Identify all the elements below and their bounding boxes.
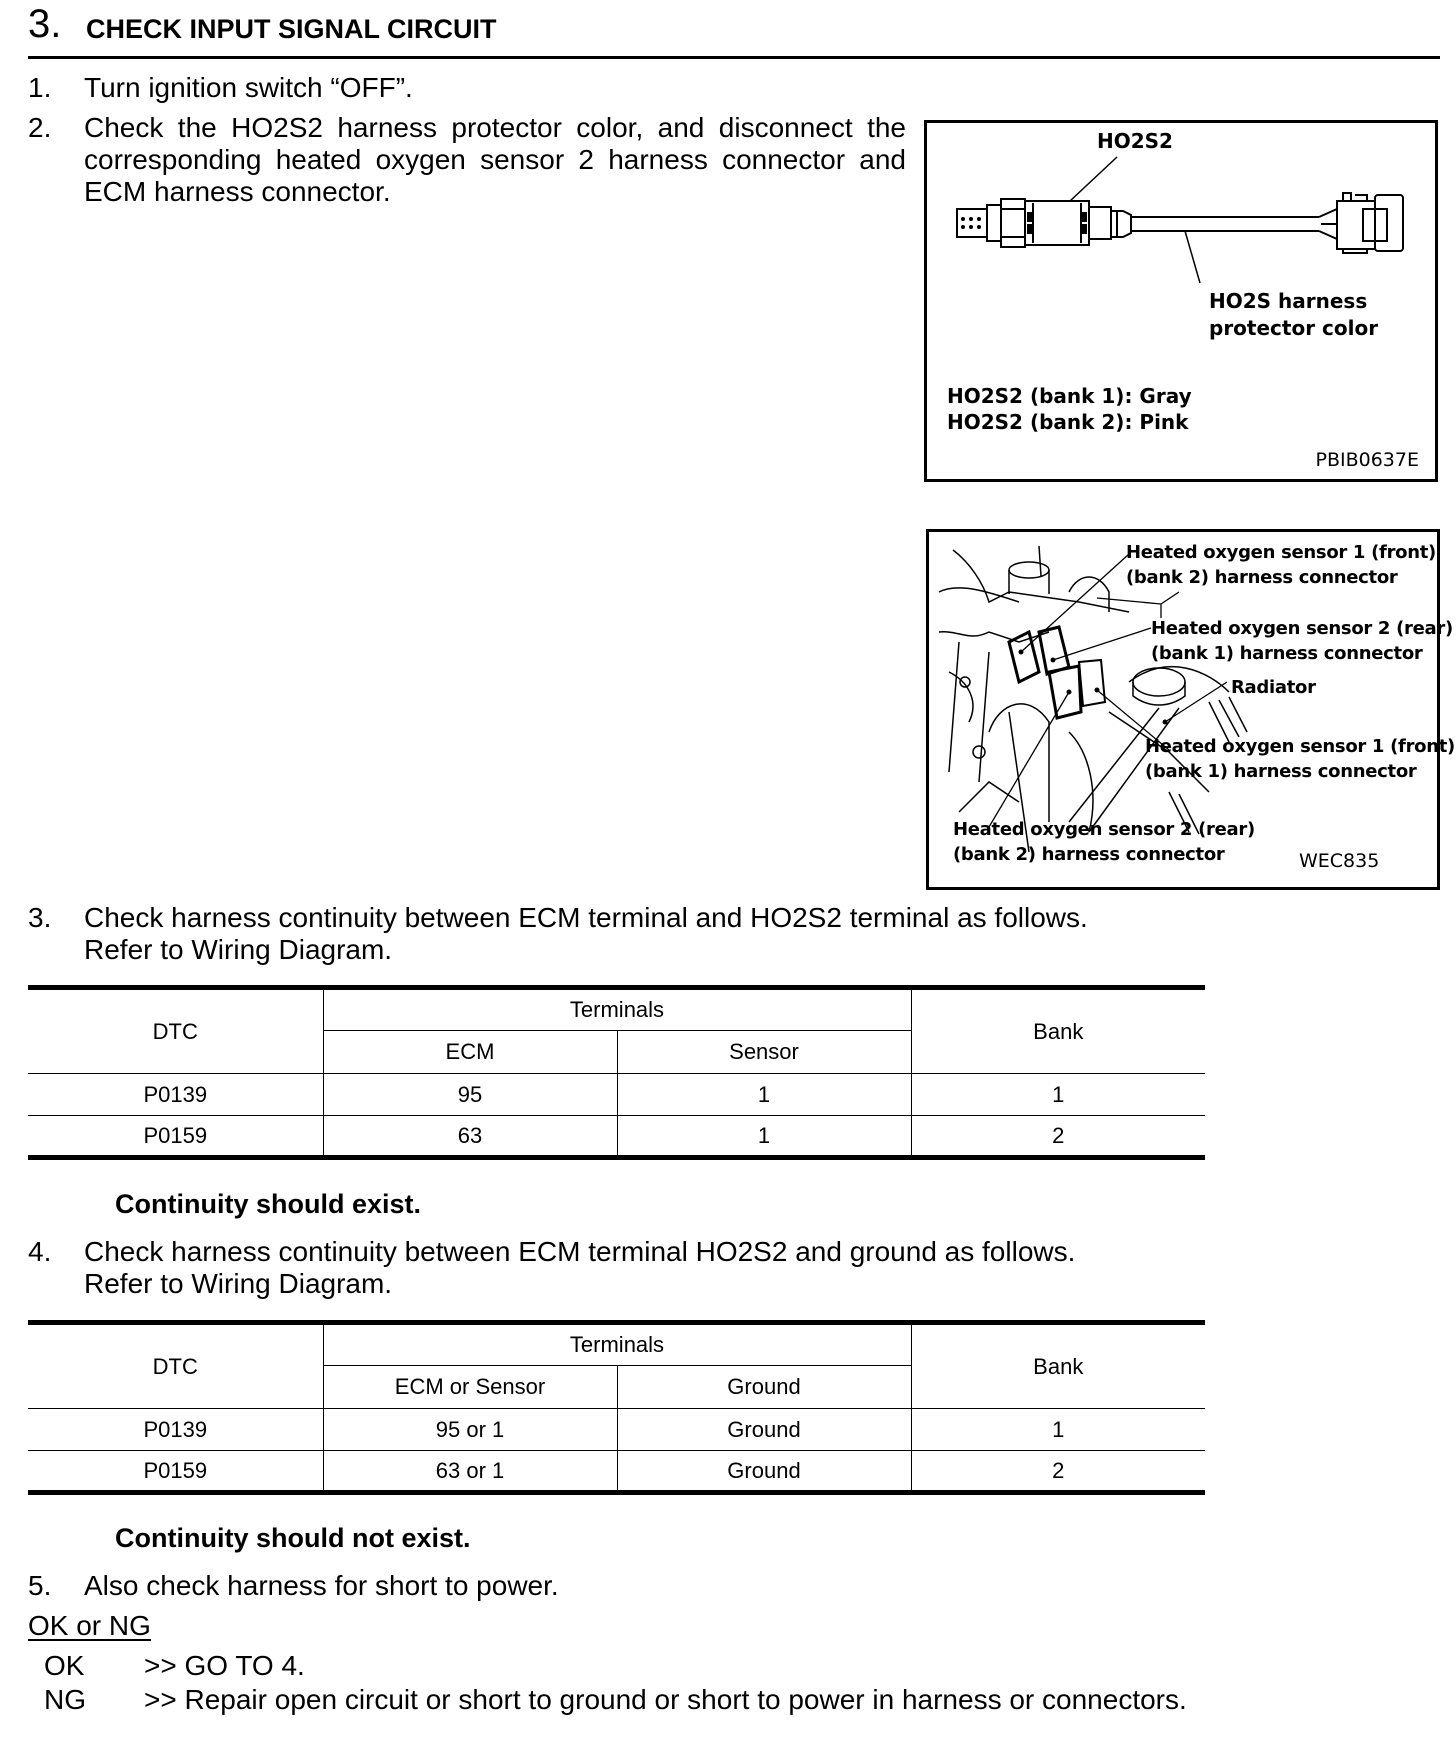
cell-dtc: P0139 bbox=[28, 1074, 323, 1116]
ok-or-ng-heading: OK or NG bbox=[28, 1610, 151, 1641]
cell-sensor: 1 bbox=[617, 1116, 911, 1158]
step-2-line-1: Check the HO2S2 harness protector color, and disconnect the bbox=[84, 112, 906, 143]
sensor-tip bbox=[957, 209, 987, 237]
step-2-number: 2. bbox=[28, 112, 52, 143]
ok-label: OK bbox=[44, 1650, 85, 1681]
cell-bank: 1 bbox=[911, 1409, 1205, 1451]
cell-ecm-or-sensor: 63 or 1 bbox=[323, 1451, 617, 1493]
cell-dtc: P0159 bbox=[28, 1451, 323, 1493]
cell-ecm: 63 bbox=[323, 1116, 617, 1158]
cell-sensor: 1 bbox=[617, 1074, 911, 1116]
cell-dtc: P0159 bbox=[28, 1116, 323, 1158]
table-row bbox=[28, 1409, 1205, 1451]
sensor-label: HO2S2 bbox=[1097, 129, 1173, 153]
step-4-line-2: Refer to Wiring Diagram. bbox=[84, 1268, 393, 1299]
step-1-number: 1. bbox=[28, 72, 52, 103]
figure-2-code: WEC835 bbox=[1299, 850, 1380, 872]
figure-connector-locations bbox=[926, 529, 1455, 890]
bank-1-color: HO2S2 (bank 1): Gray bbox=[947, 384, 1192, 408]
label-hos2-bank1-line-1: Heated oxygen sensor 2 (rear) bbox=[1151, 618, 1453, 639]
procedure-title: CHECK INPUT SIGNAL CIRCUIT bbox=[86, 14, 497, 44]
cell-ground: Ground bbox=[617, 1451, 911, 1493]
step-1-text: Turn ignition switch “OFF”. bbox=[84, 72, 413, 103]
header-ground: Ground bbox=[617, 1366, 911, 1409]
leader-hos1-bank2 bbox=[1021, 554, 1129, 652]
cell-bank: 2 bbox=[911, 1451, 1205, 1493]
continuity-note-1: Continuity should exist. bbox=[115, 1189, 422, 1219]
step-4-number: 4. bbox=[28, 1236, 52, 1267]
table-row bbox=[28, 1116, 1205, 1158]
continuity-table-ground bbox=[28, 1320, 1205, 1495]
leader-hos2-bank1 bbox=[1053, 628, 1151, 660]
bank-2-color: HO2S2 (bank 2): Pink bbox=[947, 410, 1189, 434]
cell-ecm-or-sensor: 95 or 1 bbox=[323, 1409, 617, 1451]
header-dtc: DTC bbox=[28, 988, 323, 1074]
protector-color-label-line-1: HO2S harness bbox=[1209, 289, 1368, 313]
continuity-table-ecm-sensor bbox=[28, 985, 1205, 1160]
step-4-line-1: Check harness continuity between ECM terminal HO2S2 and ground as follows. bbox=[84, 1236, 1076, 1267]
step-3-line-2: Refer to Wiring Diagram. bbox=[84, 934, 393, 965]
figure-ho2s2-sensor bbox=[924, 120, 1438, 482]
cell-dtc: P0139 bbox=[28, 1409, 323, 1451]
header-ecm-or-sensor: ECM or Sensor bbox=[323, 1366, 617, 1409]
ng-label: NG bbox=[44, 1684, 86, 1715]
procedure-step-number: 3. bbox=[28, 2, 62, 46]
label-hos2-bank2-line-1: Heated oxygen sensor 2 (rear) bbox=[953, 819, 1255, 840]
label-radiator: Radiator bbox=[1231, 677, 1316, 698]
step-2-line-2: corresponding heated oxygen sensor 2 harness connector and bbox=[84, 144, 906, 175]
cell-ground: Ground bbox=[617, 1409, 911, 1451]
label-hos2-bank1-line-2: (bank 1) harness connector bbox=[1151, 643, 1423, 664]
header-dtc: DTC bbox=[28, 1323, 323, 1409]
continuity-note-2: Continuity should not exist. bbox=[115, 1523, 471, 1553]
header-ecm: ECM bbox=[323, 1031, 617, 1074]
step-5-number: 5. bbox=[28, 1570, 52, 1601]
title-divider bbox=[28, 56, 1440, 59]
sensor-leader-line bbox=[1070, 157, 1117, 201]
step-3-line-1: Check harness continuity between ECM terminal and HO2S2 terminal as follows. bbox=[84, 902, 1088, 933]
label-hos2-bank2-line-2: (bank 2) harness connector bbox=[953, 844, 1225, 865]
header-terminals: Terminals bbox=[323, 988, 911, 1031]
header-sensor: Sensor bbox=[617, 1031, 911, 1074]
table-row bbox=[28, 1451, 1205, 1493]
cell-bank: 1 bbox=[911, 1074, 1205, 1116]
label-hos1-bank2-line-1: Heated oxygen sensor 1 (front) bbox=[1126, 542, 1436, 563]
step-3-number: 3. bbox=[28, 902, 52, 933]
step-2-line-3: ECM harness connector. bbox=[84, 176, 391, 207]
figure-1-code: PBIB0637E bbox=[1315, 449, 1419, 471]
label-hos1-bank1-line-2: (bank 1) harness connector bbox=[1145, 761, 1417, 782]
label-hos1-bank2-line-2: (bank 2) harness connector bbox=[1126, 567, 1398, 588]
cell-ecm: 95 bbox=[323, 1074, 617, 1116]
header-bank: Bank bbox=[911, 988, 1205, 1074]
ok-action-link[interactable]: >> GO TO 4. bbox=[144, 1650, 305, 1681]
protector-leader-line bbox=[1185, 231, 1200, 283]
sensor-body bbox=[1025, 201, 1089, 245]
protector-color-label-line-2: protector color bbox=[1209, 316, 1379, 340]
ng-action: >> Repair open circuit or short to ground or short to power in harness or connectors. bbox=[144, 1684, 1187, 1715]
step-5-text: Also check harness for short to power. bbox=[84, 1570, 559, 1601]
header-terminals: Terminals bbox=[323, 1323, 911, 1366]
header-bank: Bank bbox=[911, 1323, 1205, 1409]
label-hos1-bank1-line-1: Heated oxygen sensor 1 (front) bbox=[1145, 736, 1455, 757]
cell-bank: 2 bbox=[911, 1116, 1205, 1158]
table-row bbox=[28, 1074, 1205, 1116]
